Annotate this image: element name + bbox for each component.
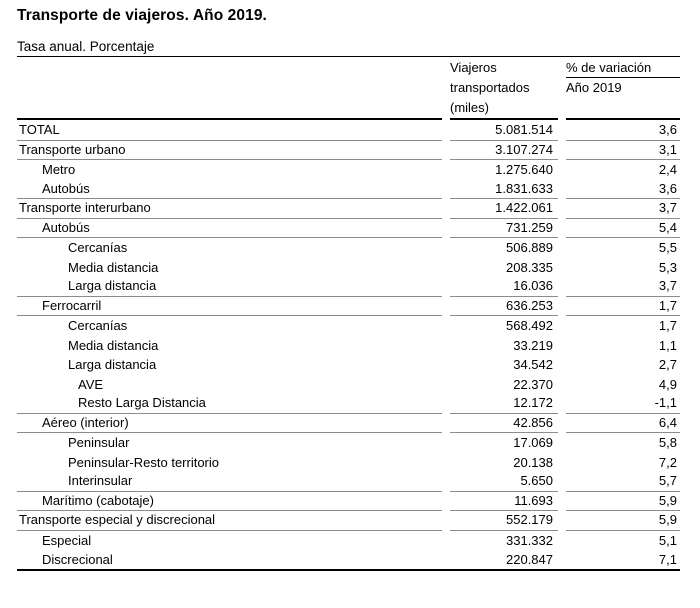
table-row	[17, 277, 680, 297]
row-variation-value: 5,4	[566, 219, 680, 239]
row-variation-value: -1,1	[566, 394, 680, 414]
row-passengers-value: 552.179	[450, 511, 558, 531]
passengers-column-header	[450, 58, 558, 120]
table-row	[17, 180, 680, 200]
row-label: Peninsular	[68, 435, 130, 450]
row-variation-value: 5,5	[658, 240, 677, 255]
row-passengers-value: 11.693	[450, 492, 558, 512]
table-row	[17, 375, 680, 395]
row-variation-value: 5,8	[658, 435, 677, 450]
row-passengers-value: 208.335	[506, 259, 553, 275]
row-label: Autobús	[17, 219, 442, 239]
page-title: Transporte de viajeros. Año 2019.	[17, 7, 267, 24]
row-passengers-value: 16.036	[450, 277, 558, 297]
row-passengers-value: 12.172	[450, 394, 558, 414]
table-subtitle: Tasa anual. Porcentaje	[17, 39, 155, 54]
table-row	[17, 336, 680, 356]
passengers-header-line-1: Viajeros	[450, 60, 497, 75]
row-variation-value: 2,4	[658, 162, 677, 177]
row-label: Especial	[42, 532, 92, 548]
row-label: Metro	[42, 162, 76, 177]
row-variation-value: 3,7	[566, 277, 680, 297]
table-row	[17, 414, 680, 434]
row-passengers-value: 5.650	[450, 472, 558, 492]
passengers-header-line-2: transportados	[450, 80, 530, 95]
table-bottom-rule	[17, 569, 680, 571]
row-passengers-value: 731.259	[450, 219, 558, 239]
table-row	[17, 531, 680, 551]
table-row	[17, 433, 680, 453]
row-variation-value: 3,7	[566, 199, 680, 219]
row-passengers-value: 42.856	[450, 414, 558, 434]
row-passengers-value: 568.492	[506, 318, 553, 333]
row-passengers-value: 20.138	[513, 454, 553, 470]
table-row	[17, 316, 680, 336]
row-passengers-value: 506.889	[506, 240, 553, 255]
row-passengers-value: 1.831.633	[450, 180, 558, 200]
row-variation-value: 5,3	[658, 259, 677, 275]
table-body	[17, 121, 680, 570]
row-label: TOTAL	[17, 121, 442, 141]
row-passengers-value: 5.081.514	[450, 121, 558, 141]
row-passengers-value: 1.422.061	[450, 199, 558, 219]
row-variation-value: 7,1	[658, 552, 677, 567]
row-passengers-value: 33.219	[513, 337, 553, 353]
row-label: Larga distancia	[68, 357, 157, 372]
row-passengers-value: 220.847	[506, 552, 553, 567]
row-label: Media distancia	[68, 259, 159, 275]
table-row	[17, 199, 680, 219]
row-variation-value: 3,6	[566, 121, 680, 141]
table-row	[17, 453, 680, 473]
row-variation-value: 3,1	[566, 141, 680, 161]
row-passengers-value: 17.069	[513, 435, 553, 450]
table-header	[17, 58, 680, 120]
row-passengers-value: 34.542	[513, 357, 553, 372]
table-row	[17, 492, 680, 512]
row-label: Discrecional	[42, 552, 113, 567]
row-label: Ferrocarril	[17, 297, 442, 317]
row-variation-value: 4,9	[658, 376, 677, 392]
row-passengers-value: 1.275.640	[495, 162, 553, 177]
table-row	[17, 394, 680, 414]
row-label: AVE	[78, 376, 104, 392]
row-passengers-value: 331.332	[506, 532, 553, 548]
table-row	[17, 238, 680, 258]
header-top-rule	[17, 56, 680, 57]
row-label: Peninsular-Resto territorio	[68, 454, 220, 470]
table-row	[17, 355, 680, 375]
row-passengers-value: 636.253	[450, 297, 558, 317]
table-row	[17, 297, 680, 317]
row-label: Media distancia	[68, 337, 159, 353]
table-row	[17, 141, 680, 161]
variation-header-label: % de variación	[566, 58, 680, 78]
table-row	[17, 511, 680, 531]
row-label: Cercanías	[68, 240, 128, 255]
row-variation-value: 1,1	[658, 337, 677, 353]
row-passengers-value: 22.370	[513, 376, 553, 392]
row-variation-value: 5,7	[566, 472, 680, 492]
row-label: Cercanías	[68, 318, 128, 333]
table-row	[17, 219, 680, 239]
table-row	[17, 258, 680, 278]
row-variation-value: 6,4	[566, 414, 680, 434]
row-variation-value: 7,2	[658, 454, 677, 470]
row-variation-value: 5,9	[566, 511, 680, 531]
row-label: Transporte urbano	[17, 141, 442, 161]
table-row	[17, 160, 680, 180]
row-variation-value: 3,6	[566, 180, 680, 200]
table-row	[17, 550, 680, 570]
row-variation-value: 5,1	[658, 532, 677, 548]
row-passengers-value: 3.107.274	[450, 141, 558, 161]
row-label: Aéreo (interior)	[17, 414, 442, 434]
row-label: Interinsular	[17, 472, 442, 492]
row-label: Resto Larga Distancia	[17, 394, 442, 414]
row-label: Transporte interurbano	[17, 199, 442, 219]
row-label: Larga distancia	[17, 277, 442, 297]
row-variation-value: 1,7	[566, 297, 680, 317]
row-label: Autobús	[17, 180, 442, 200]
variation-column-header	[566, 58, 680, 120]
passengers-header-line-3: (miles)	[450, 100, 489, 115]
row-label: Transporte especial y discrecional	[17, 511, 442, 531]
row-variation-value: 1,7	[658, 318, 677, 333]
stub-column-header	[17, 58, 442, 120]
row-variation-value: 2,7	[658, 357, 677, 372]
row-variation-value: 5,9	[566, 492, 680, 512]
table-row	[17, 472, 680, 492]
row-label: Marítimo (cabotaje)	[17, 492, 442, 512]
variation-header-year: Año 2019	[566, 80, 622, 95]
table-row	[17, 121, 680, 141]
